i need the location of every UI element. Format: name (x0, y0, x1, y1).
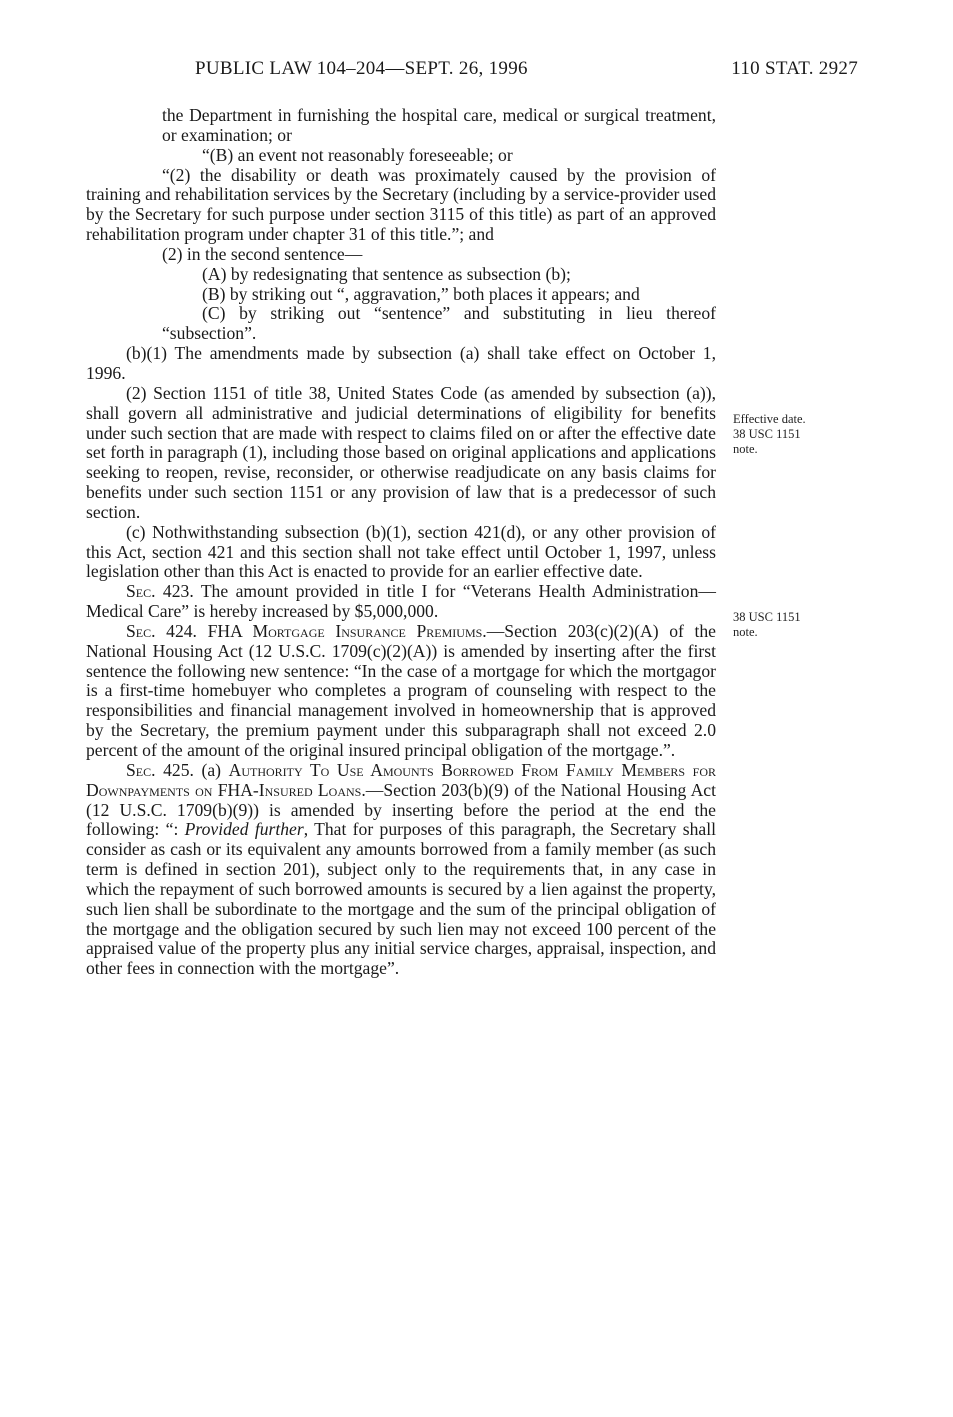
section-heading: FHA Mortgage Insurance Premiums. (207, 620, 487, 641)
margin-note-line: 38 USC 1151 (733, 427, 801, 441)
section-text: —Section 203(c)(2)(A) of the National Housing Act (12 U.S.C. 1709(c)(2)(A)) is amended by inserting after the first sentence the following new sentence: “In the case of a mortgage for which the mortgagor is a first-time homebuyer who completes a program of counseling with respect to the responsibilities and financial management involved in homeownership that is approved by the Secretary, the premium payment under this subparagraph shall not exceed 2.0 percent of the amount of the original insured principal obligation of the mortgage.”. (86, 620, 716, 760)
running-head-title: PUBLIC LAW 104–204—SEPT. 26, 1996 (195, 58, 528, 79)
margin-note-line: note. (733, 442, 758, 456)
margin-note-line: Effective date. (733, 412, 806, 426)
section-423 (86, 582, 716, 622)
proviso: Provided further (184, 819, 304, 840)
section-label: Sec. 425. (126, 759, 194, 780)
paragraph: (B) by striking out “, aggravation,” both places it appears; and (202, 283, 640, 304)
section-424 (86, 622, 716, 761)
section-text: —Section 203(b)(9) of the National Housing Act (12 U.S.C. 1709(b)(9)) is amended by inserting before the period at the end the following: “: (86, 779, 716, 840)
paragraph: (C) by striking out “sentence” and substituting in lieu thereof “subsection”. (162, 303, 716, 344)
margin-note-line: 38 USC 1151 (733, 610, 801, 624)
paragraph: the Department in furnishing the hospital care, medical or surgical treatment, or examination; or (162, 105, 716, 145)
paragraph: (A) by redesignating that sentence as subsection (b); (202, 263, 571, 284)
paragraph: “(2) the disability or death was proximately caused by the provision of training and rehabilitation services by the Secretary (including by a service-provider used by the Secretary for such purpose under section 3115 of this title) as part of an approved rehabilitation program under chapter 31 of this title.”; and (86, 164, 716, 245)
section-heading: Authority To Use Amounts Borrowed From Family Members for Downpayments on FHA-Insured Loans. (86, 759, 716, 800)
paragraph: (c) Nothwithstanding subsection (b)(1), section 421(d), or any other provision of this Act, section 421 and this section shall not take effect until October 1, 1997, unless legislation other than this Act is enacted to provide for an earlier effective date. (86, 521, 716, 582)
body-text (86, 106, 716, 979)
section-text: The amount provided in title I for “Veterans Health Administration—Medical Care” is hereby increased by $5,000,000. (86, 581, 716, 622)
section-425 (86, 761, 716, 979)
margin-note-usc (733, 610, 853, 640)
section-label: Sec. 424. (126, 620, 197, 641)
paragraph: (2) Section 1151 of title 38, United States Code (as amended by subsection (a)), shall govern all administrative and judicial determinations of eligibility for benefits under such section that are made with respect to claims filed on or after the effective date set forth in paragraph (1), including those based on original applications and applications seeking to reopen, revise, reconsider, or otherwise readjudicate on any basis claims for benefits under such section 1151 or any provision of law that is a predecessor of such section. (86, 382, 716, 522)
margin-note-line: note. (733, 625, 758, 639)
statute-page-number: 110 STAT. 2927 (731, 58, 858, 79)
section-text: , That for purposes of this paragraph, the Secretary shall consider as cash or its equivalent any amounts borrowed from a family member (as such term is defined in section 201), subject only to the requirements that, in any case in which the repayment of such borrowed amounts is secured by a lien against the property, such lien shall be subordinate to the mortgage and the sum of the principal obligation of the mortgage and the obligation secured by such lien may not exceed 100 percent of the appraised value of the property plus any initial service charges, appraisal, inspection, and other fees in connection with the mortgage”. (86, 819, 716, 979)
paragraph: (2) in the second sentence— (162, 243, 363, 264)
paragraph: “(B) an event not reasonably foreseeable; or (202, 144, 513, 165)
subsection-label: (a) (201, 759, 222, 780)
paragraph: (b)(1) The amendments made by subsection (a) shall take effect on October 1, 1996. (86, 343, 716, 383)
section-label: Sec. 423. (126, 581, 194, 602)
margin-note-effective-date (733, 412, 853, 457)
